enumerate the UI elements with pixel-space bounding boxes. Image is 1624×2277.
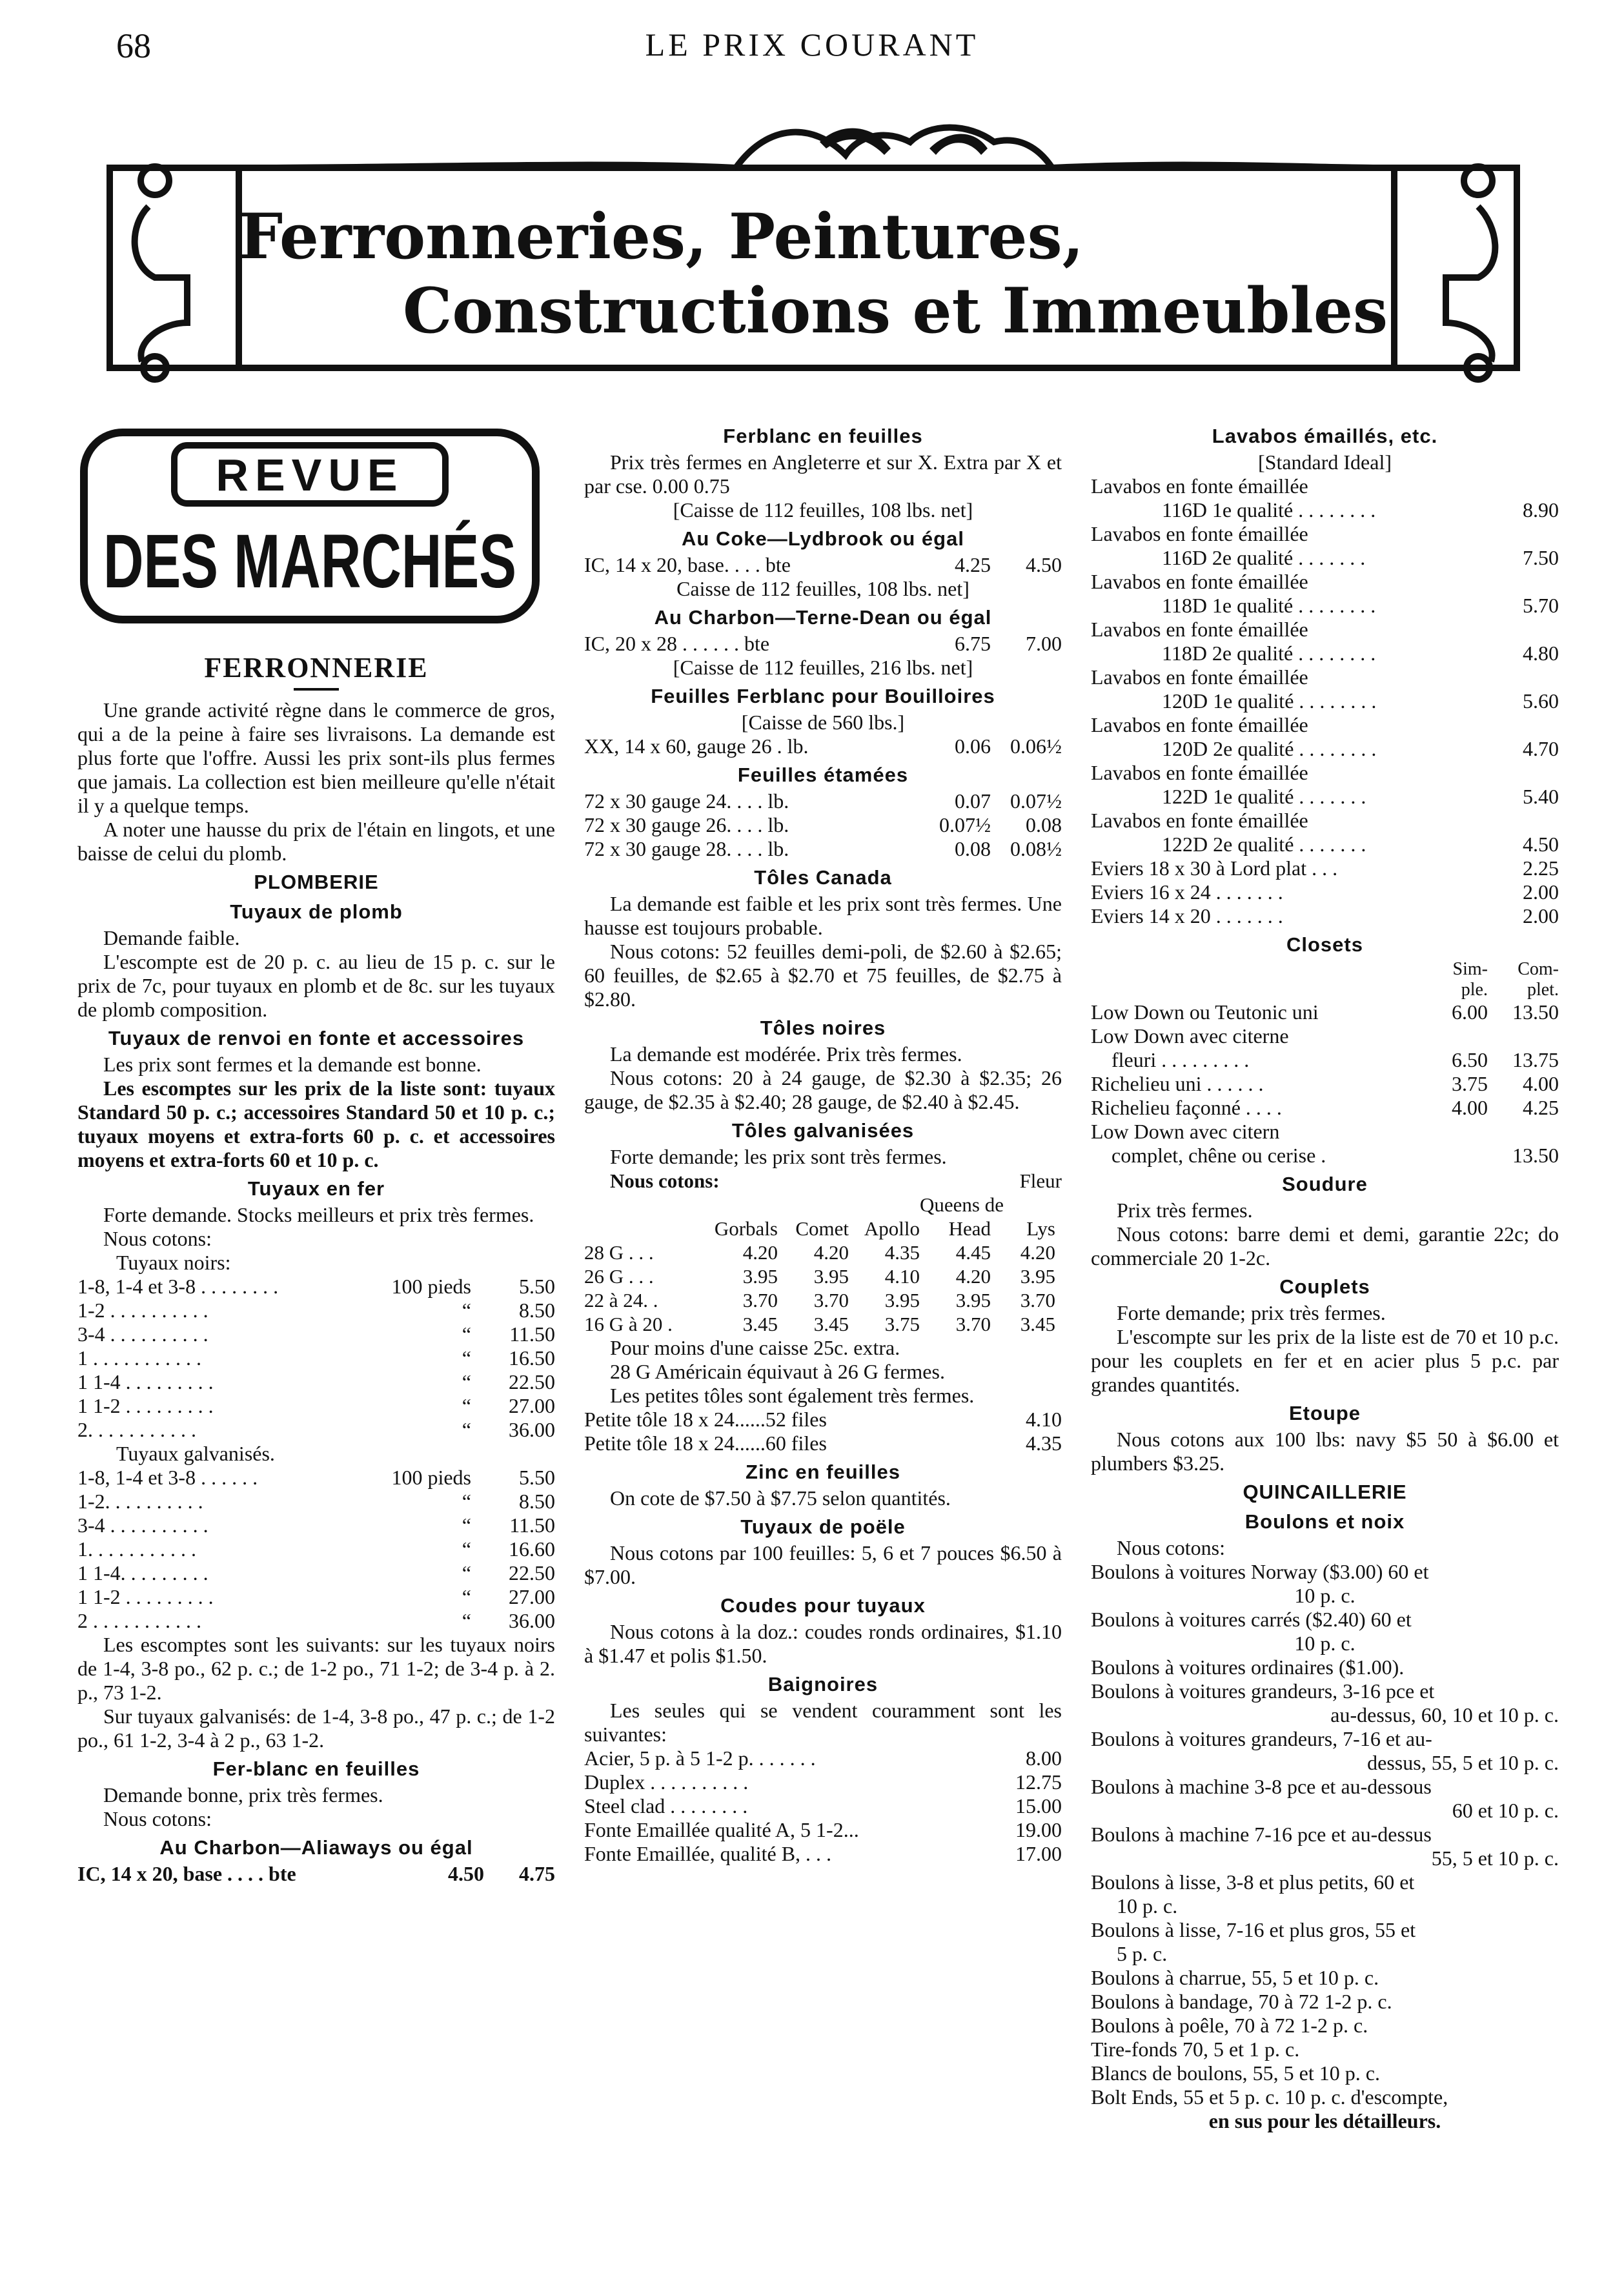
price-row: Fonte Emaillée, qualité B, . . . 17.00 [584, 1842, 1062, 1865]
paragraph: Nous cotons à la doz.: coudes ronds ordinaires, $1.10 à $1.47 et polis $1.50. [584, 1620, 1062, 1667]
paragraph: Nous cotons: [103, 1227, 212, 1250]
heading-feuilles-etamees: Feuilles étamées [737, 764, 909, 786]
list-item: Lavabos en fonte émaillée [1091, 570, 1308, 593]
column-3 [1091, 420, 1559, 2133]
price-row: IC, 14 x 20, base . . . . bte 4.50 4.75 [77, 1862, 555, 1885]
list-item: Lavabos en fonte émaillée [1091, 618, 1308, 641]
paragraph: On cote de $7.50 à $7.75 selon quantités. [610, 1486, 951, 1510]
paragraph: La demande est modérée. Prix très fermes. [610, 1042, 962, 1066]
paragraph: Nous cotons: barre demi et demi, garantie 22c; do commerciale 20 1-2c. [1091, 1222, 1559, 1270]
paragraph: Nous cotons: [1117, 1536, 1225, 1559]
galvanized-sheet-table [584, 1169, 1062, 1336]
revue-des-marches-logo [77, 426, 542, 626]
column-1 [77, 420, 555, 1886]
table-row: Richelieu façonné . . . . 4.00 4.25 [1091, 1096, 1559, 1119]
table-row: 28 G . . . 4.20 4.20 4.35 4.45 4.20 [584, 1241, 1055, 1264]
price-row: 2 . . . . . . . . . . . “ 36.00 [77, 1609, 555, 1632]
list-item: Bolt Ends, 55 et 5 p. c. 10 p. c. d'escompte, [1091, 2085, 1448, 2109]
heading-terne-dean: Au Charbon—Terne-Dean ou égal [654, 606, 992, 629]
table-header: Nous cotons: Fleur [610, 1169, 1062, 1192]
table-row: 16 G à 20 . 3.45 3.45 3.75 3.70 3.45 [584, 1313, 1055, 1335]
heading-soudure: Soudure [1282, 1173, 1368, 1195]
list-item: Lavabos en fonte émaillée [1091, 474, 1308, 498]
heading-quincaillerie: QUINCAILLERIE [1243, 1481, 1407, 1503]
list-item: Tire-fonds 70, 5 et 1 p. c. [1091, 2038, 1300, 2061]
heading-coudes: Coudes pour tuyaux [720, 1594, 926, 1617]
heading-toles-noires: Tôles noires [760, 1017, 886, 1039]
price-row: Eviers 18 x 30 à Lord plat . . . 2.25 [1091, 856, 1559, 880]
list-item-detail: 10 p. c. [1294, 1632, 1355, 1655]
paragraph: Les escomptes sont les suivants: sur les tuyaux noirs de 1-4, 3-8 po., 62 p. c.; de 1-2 po., 71 1-2; de 3-4 p. à 2. p., 73 1-2. [77, 1633, 555, 1704]
table-header: ple. plet. [1461, 980, 1559, 1000]
table-header: Gorbals Comet Apollo Head Lys [714, 1217, 1055, 1240]
paragraph: Demande faible. [103, 926, 240, 949]
table-header: Queens de [920, 1193, 1004, 1216]
list-item: Lavabos en fonte émaillée [1091, 809, 1308, 832]
publication-title: LE PRIX COURANT [645, 26, 979, 63]
price-row: 120D 1e qualité . . . . . . . . 5.60 [1162, 689, 1559, 713]
table-header: Sim- Com- [1452, 959, 1559, 979]
paragraph: A noter une hausse du prix de l'étain en lingots, et une baisse de celui du plomb. [77, 818, 555, 865]
heading-aliaways: Au Charbon—Aliaways ou égal [159, 1836, 473, 1859]
list-item: Boulons à voitures ordinaires ($1.00). [1091, 1655, 1405, 1679]
table-row: fleuri . . . . . . . . . 6.50 13.75 [1091, 1048, 1559, 1071]
note: [Caisse de 112 feuilles, 108 lbs. net] [673, 498, 973, 521]
list-item: Boulons à machine 7-16 pce et au-dessus [1091, 1823, 1432, 1846]
list-item: Boulons à lisse, 7-16 et plus gros, 55 et [1091, 1918, 1416, 1941]
banner-title-line-1: Ferronneries, Peintures, [239, 200, 1084, 273]
paragraph: Les petites tôles sont également très fermes. [610, 1384, 975, 1407]
price-row: 3-4 . . . . . . . . . . “ 11.50 [77, 1322, 555, 1346]
price-row: 122D 1e qualité . . . . . . . 5.40 [1162, 785, 1559, 808]
paragraph: Pour moins d'une caisse 25c. extra. [610, 1336, 900, 1359]
heading-etoupe: Etoupe [1288, 1402, 1361, 1424]
price-row: 1 1-2 . . . . . . . . . “ 27.00 [77, 1394, 555, 1417]
price-row: 72 x 30 gauge 26. . . . lb. 0.07½ 0.08 [584, 813, 1062, 836]
paragraph: Une grande activité règne dans le commerce de gros, qui a de la peine à faire ses livraisons. La demande est plus forte que l'offre. Aussi les prix sont-ils plus fermes que jamais. La collection est bien meilleure qu'elle n'était il y a quelque temps. [77, 698, 555, 817]
logo-revue-text: REVUE [216, 450, 404, 500]
price-row: 2. . . . . . . . . . . “ 36.00 [77, 1418, 555, 1441]
running-header [0, 26, 1624, 84]
price-row: 1-8, 1-4 et 3-8 . . . . . . . . 100 pieds 5.50 [77, 1275, 555, 1298]
heading-fer-blanc: Fer-blanc en feuilles [212, 1757, 420, 1780]
list-item: Lavabos en fonte émaillée [1091, 665, 1308, 689]
paragraph: L'escompte sur les prix de la liste est de 70 et 10 p.c. pour les couplets en fer et en acier plus 5 p.c. par grandes quantités. [1091, 1325, 1559, 1396]
paragraph: Nous cotons aux 100 lbs: navy $5 50 à $6.00 et plumbers $3.25. [1091, 1428, 1559, 1475]
logo-marches-text: DES MARCHÉS [103, 519, 516, 604]
table-row: Richelieu uni . . . . . . 3.75 4.00 [1091, 1072, 1559, 1095]
paragraph: Les prix sont fermes et la demande est bonne. [103, 1053, 482, 1076]
heading-tuyaux-fer: Tuyaux en fer [247, 1177, 385, 1200]
paragraph: Les escomptes sur les prix de la liste sont: tuyaux Standard 50 p. c.; accessoires Standard 50 et 10 p. c.; tuyaux moyens et extra-forts 60 p. c. et accessoires moyens et extra-forts 60 et 10 p. c. [77, 1077, 555, 1171]
table-row: 26 G . . . 3.95 3.95 4.10 4.20 3.95 [584, 1265, 1055, 1288]
price-row: 116D 2e qualité . . . . . . . 7.50 [1162, 546, 1559, 569]
price-row: 1 1-4 . . . . . . . . . “ 22.50 [77, 1370, 555, 1393]
note: [Caisse de 560 lbs.] [741, 711, 905, 734]
table-row: Low Down ou Teutonic uni 6.00 13.50 [1091, 1000, 1559, 1024]
list-item-detail: au-dessus, 60, 10 et 10 p. c. [1330, 1703, 1559, 1726]
price-row: 118D 1e qualité . . . . . . . . 5.70 [1162, 594, 1559, 617]
heading-ferronnerie: FERRONNERIE [204, 652, 429, 683]
list-item: Lavabos en fonte émaillée [1091, 522, 1308, 545]
paragraph: Forte demande; les prix sont très fermes. [610, 1145, 947, 1168]
paragraph: Les seules qui se vendent couramment sont les suivantes: [584, 1699, 1062, 1746]
paragraph: Sur tuyaux galvanisés: de 1-4, 3-8 po., 47 p. c.; de 1-2 po., 61 1-2, 3-4 à 2 p., 63 1-2. [77, 1705, 555, 1752]
boulons-list [1091, 1560, 1559, 1966]
heading-ferblanc-feuilles: Ferblanc en feuilles [723, 425, 923, 447]
heading-coke: Au Coke—Lydbrook ou égal [682, 527, 964, 550]
price-row: 1-2 . . . . . . . . . . “ 8.50 [77, 1299, 555, 1322]
price-row: 1 1-4. . . . . . . . . “ 22.50 [77, 1561, 555, 1584]
price-row: 3-4 . . . . . . . . . . “ 11.50 [77, 1513, 555, 1537]
heading-toles-canada: Tôles Canada [754, 866, 892, 889]
heading-tuyaux-poele: Tuyaux de poële [740, 1515, 906, 1538]
paragraph: Nous cotons: 52 feuilles demi-poli, de $2.60 à $2.65; 60 feuilles, de $2.65 à $2.70 et 75 feuilles, de $2.75 à $2.80. [584, 940, 1062, 1011]
price-row: Acier, 5 p. à 5 1-2 p. . . . . . . 8.00 [584, 1746, 1062, 1770]
divider [294, 688, 339, 691]
table-row: 22 à 24. . 3.70 3.70 3.95 3.95 3.70 [584, 1289, 1055, 1311]
list-item: Boulons à voitures Norway ($3.00) 60 et [1091, 1560, 1429, 1583]
heading-toles-galvanisees: Tôles galvanisées [731, 1119, 915, 1142]
heading-boulons: Boulons et noix [1244, 1510, 1405, 1533]
list-item-detail: 55, 5 et 10 p. c. [1431, 1847, 1559, 1870]
paragraph: Nous cotons: [103, 1807, 212, 1830]
paragraph: Nous cotons: 20 à 24 gauge, de $2.30 à $2.35; 26 gauge, de $2.35 à $2.40; 28 gauge, de $2.40 à $2.45. [584, 1066, 1062, 1113]
list-item: Boulons à lisse, 3-8 et plus petits, 60 et [1091, 1870, 1415, 1894]
list-item-detail: 5 p. c. [1117, 1942, 1168, 1965]
heading-zinc: Zinc en feuilles [746, 1461, 900, 1483]
list-item: Boulons à charrue, 55, 5 et 10 p. c. [1091, 1966, 1379, 1989]
heading-closets: Closets [1286, 933, 1363, 956]
price-row: 122D 2e qualité . . . . . . . 4.50 [1162, 833, 1559, 856]
price-row: 1 . . . . . . . . . . . “ 16.50 [77, 1346, 555, 1370]
heading-tuyaux-renvoi: Tuyaux de renvoi en fonte et accessoires [108, 1027, 525, 1049]
heading-baignoires: Baignoires [767, 1673, 878, 1695]
list-item: Lavabos en fonte émaillée [1091, 713, 1308, 736]
price-row: 116D 1e qualité . . . . . . . . 8.90 [1162, 498, 1559, 521]
paragraph: Tuyaux noirs: [116, 1251, 231, 1274]
paragraph: Tuyaux galvanisés. [116, 1442, 275, 1465]
price-row: Fonte Emaillée qualité A, 5 1-2... 19.00 [584, 1818, 1062, 1841]
price-row: XX, 14 x 60, gauge 26 . lb. 0.06 0.06½ [584, 734, 1062, 758]
price-row: IC, 14 x 20, base. . . . bte 4.25 4.50 [584, 553, 1062, 576]
paragraph: Prix très fermes. [1117, 1199, 1253, 1222]
paragraph: Forte demande. Stocks meilleurs et prix très fermes. [103, 1203, 534, 1226]
price-row: Petite tôle 18 x 24......60 files 4.35 [584, 1432, 1062, 1455]
list-item: Boulons à poêle, 70 à 72 1-2 p. c. [1091, 2014, 1368, 2037]
price-row: 1-8, 1-4 et 3-8 . . . . . . 100 pieds 5.50 [77, 1466, 555, 1489]
paragraph: Nous cotons par 100 feuilles: 5, 6 et 7 pouces $6.50 à $7.00. [584, 1541, 1062, 1588]
price-list-noirs [77, 1275, 555, 1442]
banner-title-line-2: Constructions et Immeubles [402, 274, 1388, 347]
lavabos-list [1091, 474, 1559, 856]
price-row: 120D 2e qualité . . . . . . . . 4.70 [1162, 737, 1559, 760]
price-row: 1-2. . . . . . . . . . “ 8.50 [77, 1490, 555, 1513]
price-row: IC, 20 x 28 . . . . . . bte 6.75 7.00 [584, 632, 1062, 655]
paragraph: La demande est faible et les prix sont très fermes. Une hausse est toujours probable. [584, 892, 1062, 939]
price-row: Duplex . . . . . . . . . . 12.75 [584, 1770, 1062, 1794]
note: Caisse de 112 feuilles, 108 lbs. net] [676, 577, 969, 600]
list-item-detail: 10 p. c. [1294, 1584, 1355, 1607]
paragraph: Forte demande; prix très fermes. [1117, 1301, 1386, 1324]
list-item-detail: dessus, 55, 5 et 10 p. c. [1367, 1751, 1559, 1774]
list-item: Boulons à voitures grandeurs, 7-16 et au- [1091, 1727, 1432, 1750]
price-row: Steel clad . . . . . . . . 15.00 [584, 1794, 1062, 1817]
price-row: 1. . . . . . . . . . . “ 16.60 [77, 1537, 555, 1561]
price-row: Eviers 14 x 20 . . . . . . . 2.00 [1091, 904, 1559, 927]
list-item-detail: 10 p. c. [1117, 1894, 1178, 1918]
list-item: Lavabos en fonte émaillée [1091, 761, 1308, 784]
note: [Standard Ideal] [1257, 450, 1392, 474]
column-2 [584, 420, 1062, 1866]
list-item-detail: en sus pour les détailleurs. [1208, 2109, 1441, 2132]
list-item: Boulons à bandage, 70 à 72 1-2 p. c. [1091, 1990, 1392, 2013]
list-item-detail: 60 et 10 p. c. [1452, 1799, 1559, 1822]
table-row: Low Down avec citerne [1091, 1024, 1289, 1047]
heading-plomberie: PLOMBERIE [254, 871, 379, 893]
table-row: Low Down avec citern [1091, 1120, 1280, 1143]
heading-couplets: Couplets [1279, 1275, 1370, 1298]
paragraph: 28 G Américain équivaut à 26 G fermes. [610, 1360, 945, 1383]
note: [Caisse de 112 feuilles, 216 lbs. net] [673, 656, 973, 679]
price-list-galvanises [77, 1466, 555, 1633]
heading-bouilloires: Feuilles Ferblanc pour Bouilloires [651, 685, 995, 707]
table-row: complet, chêne ou cerise . 13.50 [1091, 1144, 1559, 1167]
price-row: 72 x 30 gauge 24. . . . lb. 0.07 0.07½ [584, 789, 1062, 813]
list-item: Blancs de boulons, 55, 5 et 10 p. c. [1091, 2061, 1380, 2085]
price-row: 118D 2e qualité . . . . . . . . 4.80 [1162, 642, 1559, 665]
list-item: Boulons à voitures carrés ($2.40) 60 et [1091, 1608, 1412, 1631]
heading-tuyaux-plomb: Tuyaux de plomb [230, 900, 403, 923]
list-item: Boulons à voitures grandeurs, 3-16 pce et [1091, 1679, 1435, 1703]
heading-lavabos: Lavabos émaillés, etc. [1212, 425, 1438, 447]
list-item: Boulons à machine 3-8 pce et au-dessous [1091, 1775, 1432, 1798]
price-row: Petite tôle 18 x 24......52 files 4.10 [584, 1408, 1062, 1431]
price-row: 1 1-2 . . . . . . . . . “ 27.00 [77, 1585, 555, 1608]
price-row: Eviers 16 x 24 . . . . . . . 2.00 [1091, 880, 1559, 904]
paragraph: L'escompte est de 20 p. c. au lieu de 15 p. c. sur le prix de 7c, pour tuyaux en plomb et de 8c. sur les tuyaux de plomb composition. [77, 950, 555, 1021]
paragraph: Prix très fermes en Angleterre et sur X. Extra par X et par cse. 0.00 0.75 [584, 450, 1062, 498]
paragraph: Demande bonne, prix très fermes. [103, 1783, 383, 1806]
price-row: 72 x 30 gauge 28. . . . lb. 0.08 0.08½ [584, 837, 1062, 860]
page-number: 68 [116, 26, 151, 65]
